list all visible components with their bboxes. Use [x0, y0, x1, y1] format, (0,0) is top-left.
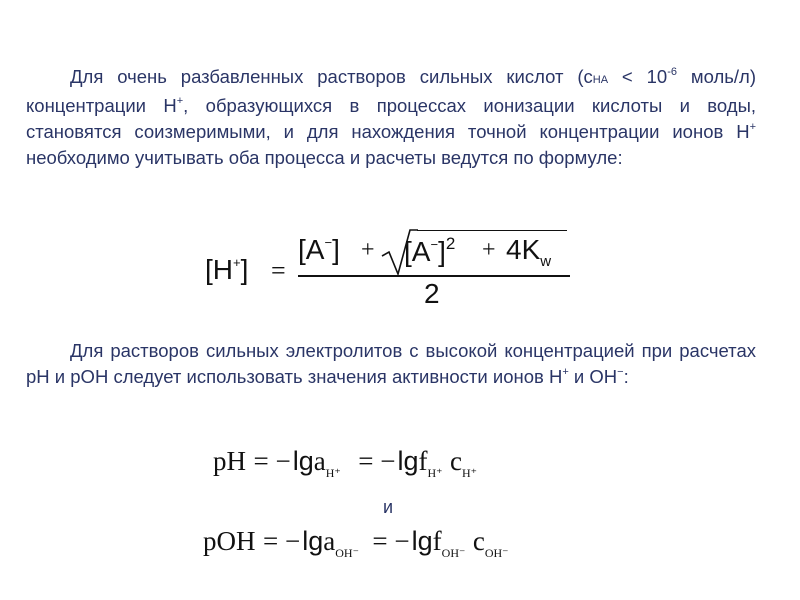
poh-label: pOH: [203, 526, 256, 556]
num-a2-power: 2: [445, 234, 456, 253]
num-4k: 4K: [506, 234, 541, 265]
poh-f: f: [432, 526, 442, 556]
p1-sup-exp: -6: [667, 66, 677, 78]
p2-text-1: Для растворов сильных электролитов с высокой концентрацией при расчетах pH и pOH следует использовать значения активности ионов Н: [26, 340, 756, 387]
poh-eq2: = −: [372, 526, 410, 556]
ph-eq1: = −: [253, 446, 291, 476]
ph-c-sub: H⁺: [461, 466, 477, 480]
numerator-4kw: [506, 234, 551, 270]
poh-c-sub: OH⁻: [484, 546, 509, 560]
num-a1: [A: [298, 234, 325, 265]
poh-eq1: = −: [263, 526, 301, 556]
poh-f-sub: OH⁻: [441, 546, 466, 560]
poh-a: a: [323, 526, 336, 556]
lhs-plus: +: [233, 255, 241, 270]
ph-lg1: lg: [292, 446, 314, 476]
ph-a: a: [313, 446, 326, 476]
ph-f: f: [418, 446, 428, 476]
and-word: и: [383, 497, 394, 517]
poh-a-sub: OH⁻: [335, 546, 359, 560]
ph-eq2: = −: [358, 446, 396, 476]
num-a2-minus: −: [430, 237, 439, 252]
poh-lg2: lg: [411, 526, 433, 556]
p1-text-4: , образующихся в процессах ионизации кислоты и воды, становятся соизмеримыми, и для нахождения точной концентрации ионов Н: [26, 95, 757, 142]
p1-text-2: < 10: [608, 66, 668, 87]
sqrt-overline: [417, 230, 567, 231]
p2-text-3: :: [623, 366, 629, 387]
ph-c: c: [450, 446, 462, 476]
formula1-equals: =: [271, 256, 286, 285]
p2-text-2: и ОН: [568, 366, 618, 387]
numerator-plus-1: +: [361, 237, 375, 263]
formula-poh: [203, 526, 509, 561]
paragraph-dilute-acids: [26, 64, 756, 171]
fraction-line: [298, 275, 570, 277]
num-a2-close: ]: [438, 236, 446, 267]
ph-label: pH: [213, 446, 246, 476]
p1-text-1: Для очень разбавленных растворов сильных кислот (с: [70, 66, 593, 87]
ph-lg2: lg: [397, 446, 419, 476]
formula1-lhs: [205, 254, 248, 286]
p1-sub-ha: НА: [592, 74, 609, 86]
numerator-plus-2: +: [482, 237, 496, 263]
numerator-a1: [298, 234, 340, 266]
lhs-close: ]: [240, 254, 249, 285]
denominator: 2: [424, 278, 440, 309]
paragraph-strong-electrolytes: [26, 338, 756, 390]
formula-ph: [213, 446, 477, 481]
num-a1-close: ]: [332, 234, 340, 265]
num-a1-minus: −: [324, 235, 333, 250]
poh-c: c: [472, 526, 485, 556]
p1-sup-plus-2: +: [749, 121, 756, 133]
p2-sup-minus: −: [617, 366, 624, 378]
ph-f-sub: H⁺: [427, 466, 443, 480]
p1-text-5: необходимо учитывать оба процесса и расчеты ведутся по формуле:: [26, 147, 623, 168]
poh-lg1: lg: [302, 526, 324, 556]
p1-text-3: моль/л) концентрации Н: [26, 66, 756, 116]
p2-sup-plus: +: [562, 366, 569, 378]
ph-a-sub: H⁺: [325, 466, 341, 480]
num-a2: [A: [404, 236, 431, 267]
p1-sup-plus-1: +: [176, 95, 184, 107]
num-w: w: [540, 253, 552, 270]
lhs-h: [H: [205, 254, 233, 285]
numerator-a2: [404, 234, 455, 268]
